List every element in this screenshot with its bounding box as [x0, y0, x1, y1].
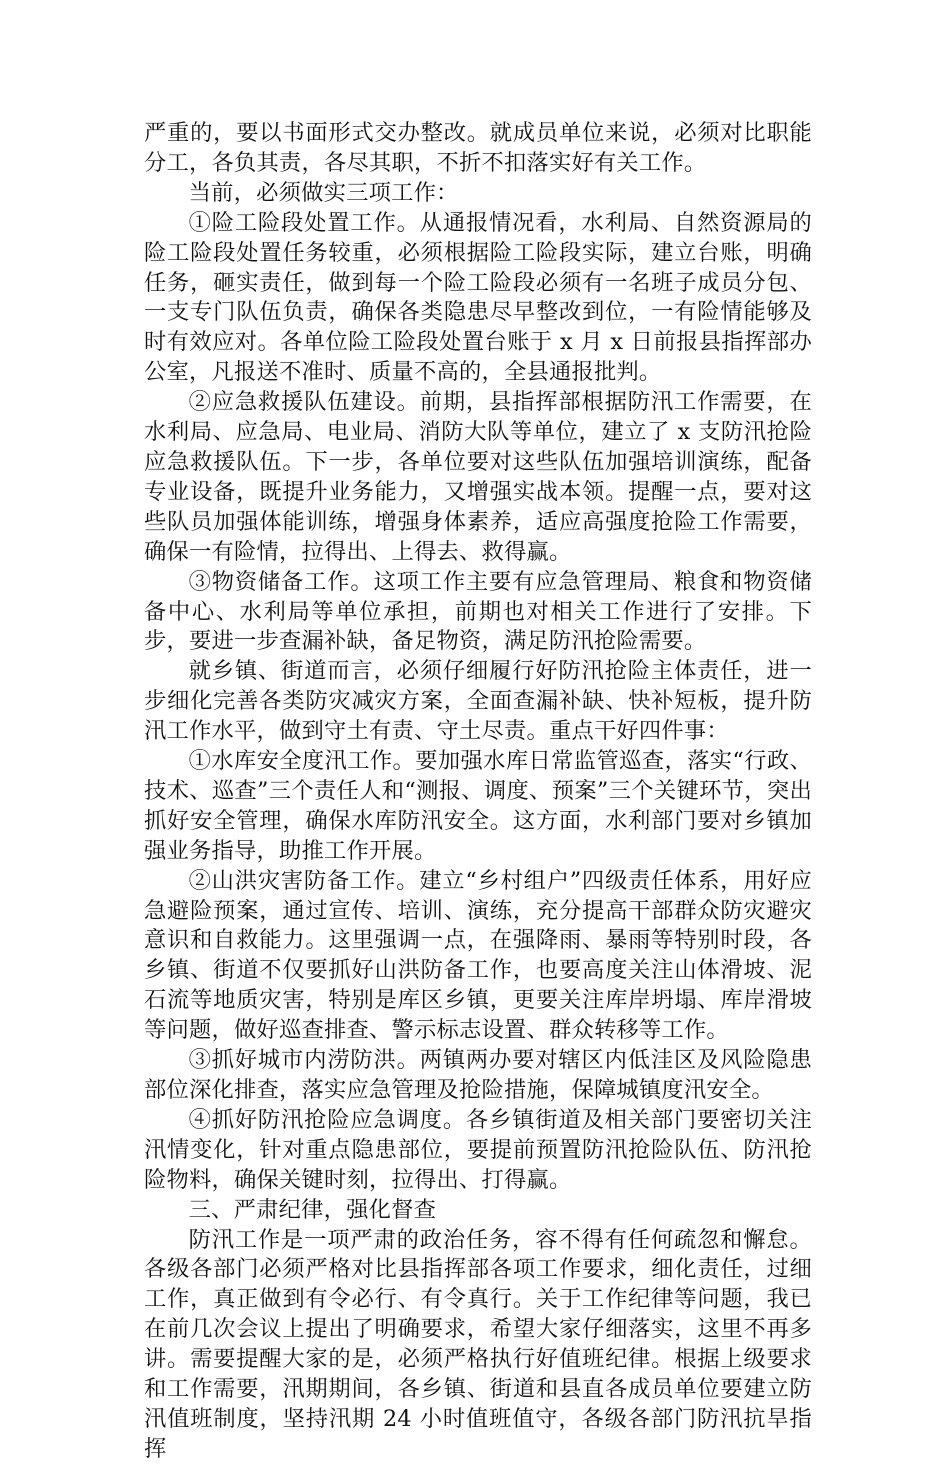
paragraph-9: ③抓好城市内涝防洪。两镇两办要对辖区内低洼区及风险隐患部位深化排查，落实应急管理及抢险措施，保障城镇度汛安全。: [144, 1047, 812, 1103]
paragraph-10: ④抓好防汛抢险应急调度。各乡镇街道及相关部门要密切关注汛情变化，针对重点隐患部位，要提前预置防汛抢险队伍、防汛抢险物料，确保关键时刻，拉得出、打得赢。: [144, 1106, 812, 1193]
paragraph-1: 严重的，要以书面形式交办整改。就成员单位来说，必须对比职能分工，各负其责，各尽其职，不折不扣落实好有关工作。: [144, 120, 812, 176]
paragraph-8: ②山洪灾害防备工作。建立“乡村组户”四级责任体系，用好应急避险预案，通过宣传、培训、演练，充分提高干部群众防灾避灾意识和自救能力。这里强调一点，在强降雨、暴雨等特别时段，各乡镇、街道不仅要抓好山洪防备工作，也要高度关注山体滑坡、泥石流等地质灾害，特别是库区乡镇，更要关注库岸坍塌、库岸滑坡等问题，做好巡查排查、警示标志设置、群众转移等工作。: [144, 867, 812, 1044]
paragraph-7: ①水库安全度汛工作。要加强水库日常监管巡查，落实“行政、技术、巡查”三个责任人和“测报、调度、预案”三个关键环节，突出抓好安全管理，确保水库防汛安全。这方面，水利部门要对乡镇加强业务指导，助推工作开展。: [144, 748, 812, 864]
paragraph-6: 就乡镇、街道而言，必须仔细履行好防汛抢险主体责任，进一步细化完善各类防灾减灾方案，全面查漏补缺、快补短板，提升防汛工作水平，做到守土有责、守土尽责。重点干好四件事：: [144, 658, 812, 745]
paragraph-5: ③物资储备工作。这项工作主要有应急管理局、粮食和物资储备中心、水利局等单位承担，前期也对相关工作进行了安排。下步，要进一步查漏补缺，备足物资，满足防汛抢险需要。: [144, 568, 812, 655]
section-heading: 三、严肃纪律，强化督查: [188, 1196, 437, 1223]
paragraph-3: ①险工险段处置工作。从通报情况看，水利局、自然资源局的险工险段处置任务较重，必须根据险工险段实际，建立台账，明确任务，砸实责任，做到每一个险工险段必须有一名班子成员分包、一支专门队伍负责，确保各类隐患尽早整改到位，一有险情能够及时有效应对。各单位险工险段处置台账于 x 月 x 日前报县指挥部办公室，凡报送不准时、质量不高的，全县通报批判。: [144, 209, 812, 386]
document-body: [144, 119, 812, 1465]
paragraph-2: 当前，必须做实三项工作：: [188, 179, 459, 206]
paragraph-4: ②应急救援队伍建设。前期，县指挥部根据防汛工作需要，在水利局、应急局、电业局、消防大队等单位，建立了 x 支防汛抢险应急救援队伍。下一步，各单位要对这些队伍加强培训演练，配备专业设备，既提升业务能力，又增强实战本领。提醒一点，要对这些队员加强体能训练，增强身体素养，适应高强度抢险工作需要，确保一有险情，拉得出、上得去、救得赢。: [144, 389, 812, 565]
paragraph-12: 防汛工作是一项严肃的政治任务，容不得有任何疏忽和懈怠。各级各部门必须严格对比县指挥部各项工作要求，细化责任，过细工作，真正做到有令必行、有令真行。关于工作纪律等问题，我已在前几次会议上提出了明确要求，希望大家仔细落实，这里不再多讲。需要提醒大家的是，必须严格执行好值班纪律。根据上级要求和工作需要，汛期期间，各乡镇、街道和县直各成员单位要建立防汛值班制度，坚持汛期 24 小时值班值守，各级各部门防汛抗旱指挥: [144, 1226, 812, 1462]
